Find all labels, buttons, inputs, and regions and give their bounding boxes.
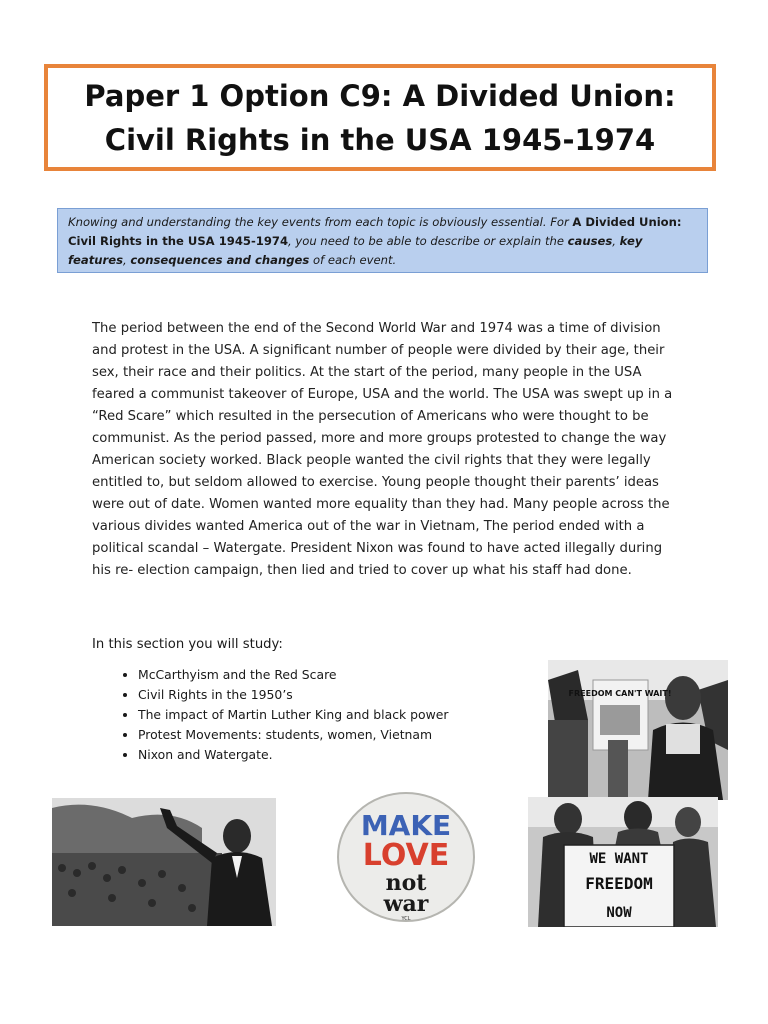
badge-love-text: LOVE (362, 838, 450, 873)
make-love-not-war-badge (336, 790, 476, 924)
newspaper-headline: FREEDOM CAN'T WAIT! (568, 689, 672, 698)
freedom-protest-photo (528, 797, 718, 927)
body-paragraph: The period between the end of the Second World War and 1974 was a time of division and protest in the USA. A significant number of people were divided by their age, their sex, their race and their politics. At the start of the period, many people in the USA feared a communist takeover of Europe, USA and the world. The USA was swept up in a “Red Scare” which resulted in the persecution of Americans who were thought to be communist. As the period passed, more and more groups protested to change the way American society worked. Black people wanted the civil rights that they were legally entitled to, but seldom allowed to exercise. Young people thought their parents’ ideas were out of date. Women wanted more equality than they had. Many people across the various divides wanted America out of the war in Vietnam, The period ended with a political scandal – Watergate. President Nixon was found to have acted illegally during his re- election campaign, then lied and tried to cover up what his staff had done. (92, 321, 673, 578)
badge-small-text: YCL (401, 916, 411, 922)
mlk-photo (52, 798, 276, 926)
sign-line-2: FREEDOM (585, 874, 653, 893)
list-item: • McCarthyism and the Red Scare (138, 665, 448, 685)
intro-box (57, 208, 708, 273)
intro-causes: causes (567, 234, 613, 248)
intro-text-2: , you need to be able to describe or explain the (288, 234, 568, 248)
intro-consequences: consequences and changes (130, 253, 310, 267)
list-item: • Nixon and Watergate. (138, 745, 448, 765)
badge-war-text: war (383, 891, 429, 917)
study-intro: In this section you will study: (92, 637, 283, 652)
intro-key-features: key features (68, 234, 643, 267)
page-title-line-2: Civil Rights in the USA 1945-1974 (104, 122, 656, 157)
page-title-line-1: Paper 1 Option C9: A Divided Union: (84, 78, 676, 113)
badge-make-text: MAKE (360, 809, 452, 842)
sign-line-3: NOW (606, 905, 632, 921)
sign-line-1: WE WANT (589, 851, 649, 867)
title-box (44, 64, 716, 171)
study-list (110, 665, 448, 765)
list-item: • The impact of Martin Luther King and black power (138, 705, 448, 725)
intro-text-3: of each event. (309, 253, 397, 267)
list-item: • Protest Movements: students, women, Vietnam (138, 725, 448, 745)
malcolm-x-photo (548, 660, 728, 800)
intro-sep-1: , (612, 234, 620, 248)
list-item: • Civil Rights in the 1950’s (138, 685, 448, 705)
badge-not-text: not (385, 870, 427, 896)
intro-text: Knowing and understanding the key events from each topic is obviously essential. For (68, 215, 573, 229)
intro-topic: A Divided Union: Civil Rights in the USA 1945-1974 (68, 215, 682, 248)
intro-sep-2: , (123, 253, 131, 267)
